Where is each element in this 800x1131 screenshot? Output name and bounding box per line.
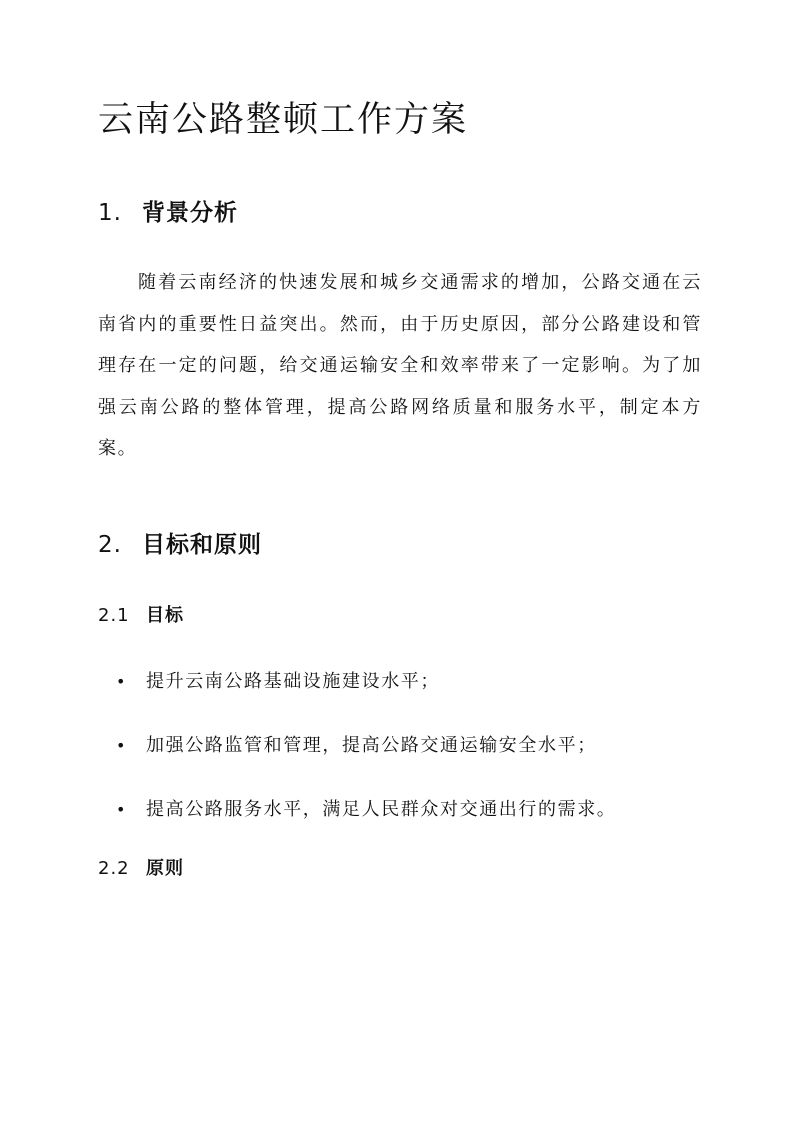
list-item bbox=[116, 666, 616, 730]
section-heading-background bbox=[98, 196, 238, 230]
section-heading-goals-principles bbox=[98, 528, 262, 562]
section-number: 1. bbox=[98, 200, 122, 226]
bullet-icon: • bbox=[116, 800, 128, 819]
subsection-heading-goals bbox=[98, 602, 184, 630]
list-item-text: 提高公路服务水平，满足人民群众对交通出行的需求。 bbox=[146, 799, 617, 820]
list-item bbox=[116, 730, 616, 794]
bullet-icon: • bbox=[116, 672, 128, 691]
bullet-icon: • bbox=[116, 736, 128, 755]
subsection-heading-principles bbox=[98, 855, 184, 883]
subsection-title: 原则 bbox=[146, 858, 184, 879]
list-item-text: 提升云南公路基础设施建设水平； bbox=[146, 671, 440, 692]
background-paragraph: 随着云南经济的快速发展和城乡交通需求的增加，公路交通在云南省内的重要性日益突出。然而，由于历史原因，部分公路建设和管理存在一定的问题，给交通运输安全和效率带来了一定影响。为了加强云南公路的整体管理，提高公路网络质量和服务水平，制定本方案。 bbox=[98, 272, 702, 460]
subsection-title: 目标 bbox=[146, 605, 184, 626]
section-number: 2. bbox=[98, 532, 122, 558]
document-title: 云南公路整顿工作方案 bbox=[98, 100, 469, 140]
section-title: 背景分析 bbox=[142, 200, 238, 226]
list-item bbox=[116, 794, 616, 858]
goals-list bbox=[116, 666, 616, 858]
list-item-text: 加强公路监管和管理，提高公路交通运输安全水平； bbox=[146, 735, 597, 756]
subsection-number: 2.2 bbox=[98, 858, 130, 879]
subsection-number: 2.1 bbox=[98, 605, 130, 626]
section-title: 目标和原则 bbox=[142, 532, 262, 558]
